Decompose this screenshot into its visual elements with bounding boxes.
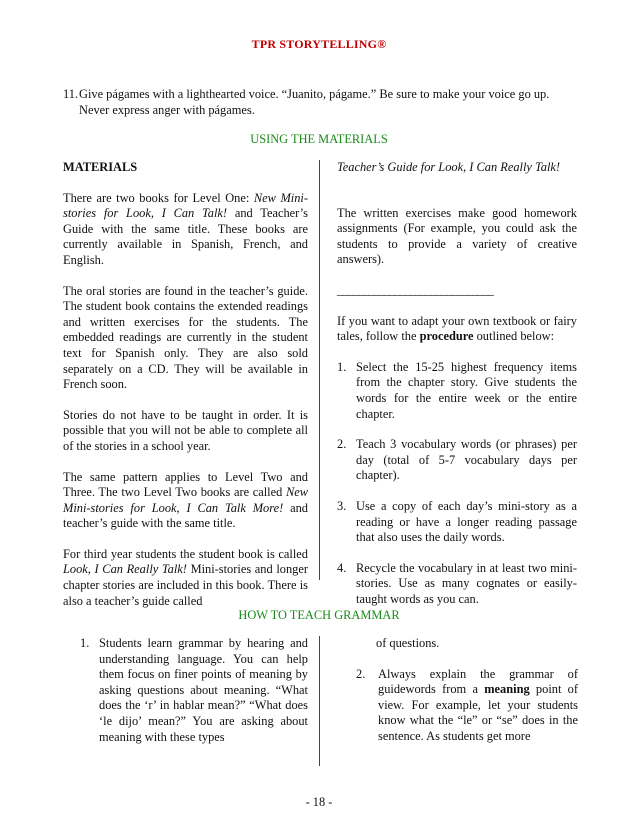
- intro-line-2: Never express anger with págames.: [79, 102, 255, 117]
- grammar-list-right: [356, 667, 578, 745]
- separator-rule: ______________________________: [337, 282, 493, 297]
- teachers-guide-heading: Teacher’s Guide for Look, I Can Really Talk!: [337, 160, 561, 174]
- left-paragraph-5: For third year students the student book is called Look, I Can Really Talk! Mini-stories and longer chapter stories are included in this book. There is also a teacher’s guide called: [63, 546, 308, 608]
- left-column: [63, 160, 308, 624]
- grammar-left-column: [80, 636, 308, 760]
- right-paragraph-2: If you want to adapt your own textbook or fairy tales, follow the procedure outlined below:: [337, 313, 577, 344]
- procedure-step: 1. Select the 15-25 highest frequency items from the chapter story. Give students the words for the entire week or the entire chapter.: [337, 359, 577, 421]
- intro-item-11: [63, 87, 583, 118]
- column-divider: [319, 160, 320, 580]
- left-paragraph-3: Stories do not have to be taught in order. It is possible that you will not be able to complete all of the stories in a school year.: [63, 407, 308, 453]
- procedure-step: 4. Recycle the vocabulary in at least two mini-stories. Use as many cognates or easily-taught words as you can.: [337, 560, 577, 606]
- left-paragraph-1: There are two books for Level One: New Mini-stories for Look, I Can Talk! and Teacher’s Guide with the same title. These books are currently available in Spanish, French, and English.: [63, 190, 309, 267]
- grammar-point: 2. Always explain the grammar of guidewords from a meaning point of view. For example, let your students know what the “le” or “se” does in the sentence. As students get more: [356, 666, 578, 743]
- intro-line-1: Give págames with a lighthearted voice. “Juanito, págame.” Be sure to make your voice go up.: [79, 87, 550, 101]
- procedure-step: 3. Use a copy of each day’s mini-story as a reading or have a longer reading passage that also uses the daily words.: [337, 498, 577, 545]
- page-number: - 18 -: [305, 795, 333, 809]
- materials-heading: MATERIALS: [63, 160, 138, 174]
- grammar-continuation: of questions.: [376, 636, 440, 650]
- procedure-step: 2. Teach 3 vocabulary words (or phrases) per day (total of 5-7 vocabulary days per chapter).: [337, 437, 577, 483]
- procedure-list: [337, 360, 577, 608]
- grammar-point: 1. Students learn grammar by hearing and understanding language. You can help them focus on finer points of meaning by asking questions about meaning. “What does the ‘r’ in hablar mean?” “What does ‘le dijo’ mean?” You are asking about meaning with these types: [80, 636, 308, 744]
- grammar-list-left: [80, 636, 308, 745]
- grammar-right-column: [356, 636, 578, 760]
- running-header: TPR STORYTELLING®: [251, 37, 387, 51]
- left-paragraph-2: The oral stories are found in the teacher’s guide. The student book contains the extended readings and written exercises for the students. The embedded readings are currently in the student text for Spanish only. They are also sold separately on a CD. They will be available in French soon.: [63, 283, 308, 392]
- grammar-column-divider: [319, 636, 320, 766]
- section-title-using-materials: USING THE MATERIALS: [250, 132, 388, 146]
- section-title-grammar: HOW TO TEACH GRAMMAR: [238, 608, 400, 622]
- intro-number: 11.: [63, 87, 79, 101]
- left-paragraph-4: The same pattern applies to Level Two and Three. The two Level Two books are called New Mini-stories for Look, I Can Talk More! and teacher’s guide with the same title.: [63, 469, 308, 531]
- right-paragraph-1: The written exercises make good homework assignments (For example, you could ask the students to provide a variety of creative answers).: [337, 205, 577, 267]
- right-column: [337, 160, 577, 622]
